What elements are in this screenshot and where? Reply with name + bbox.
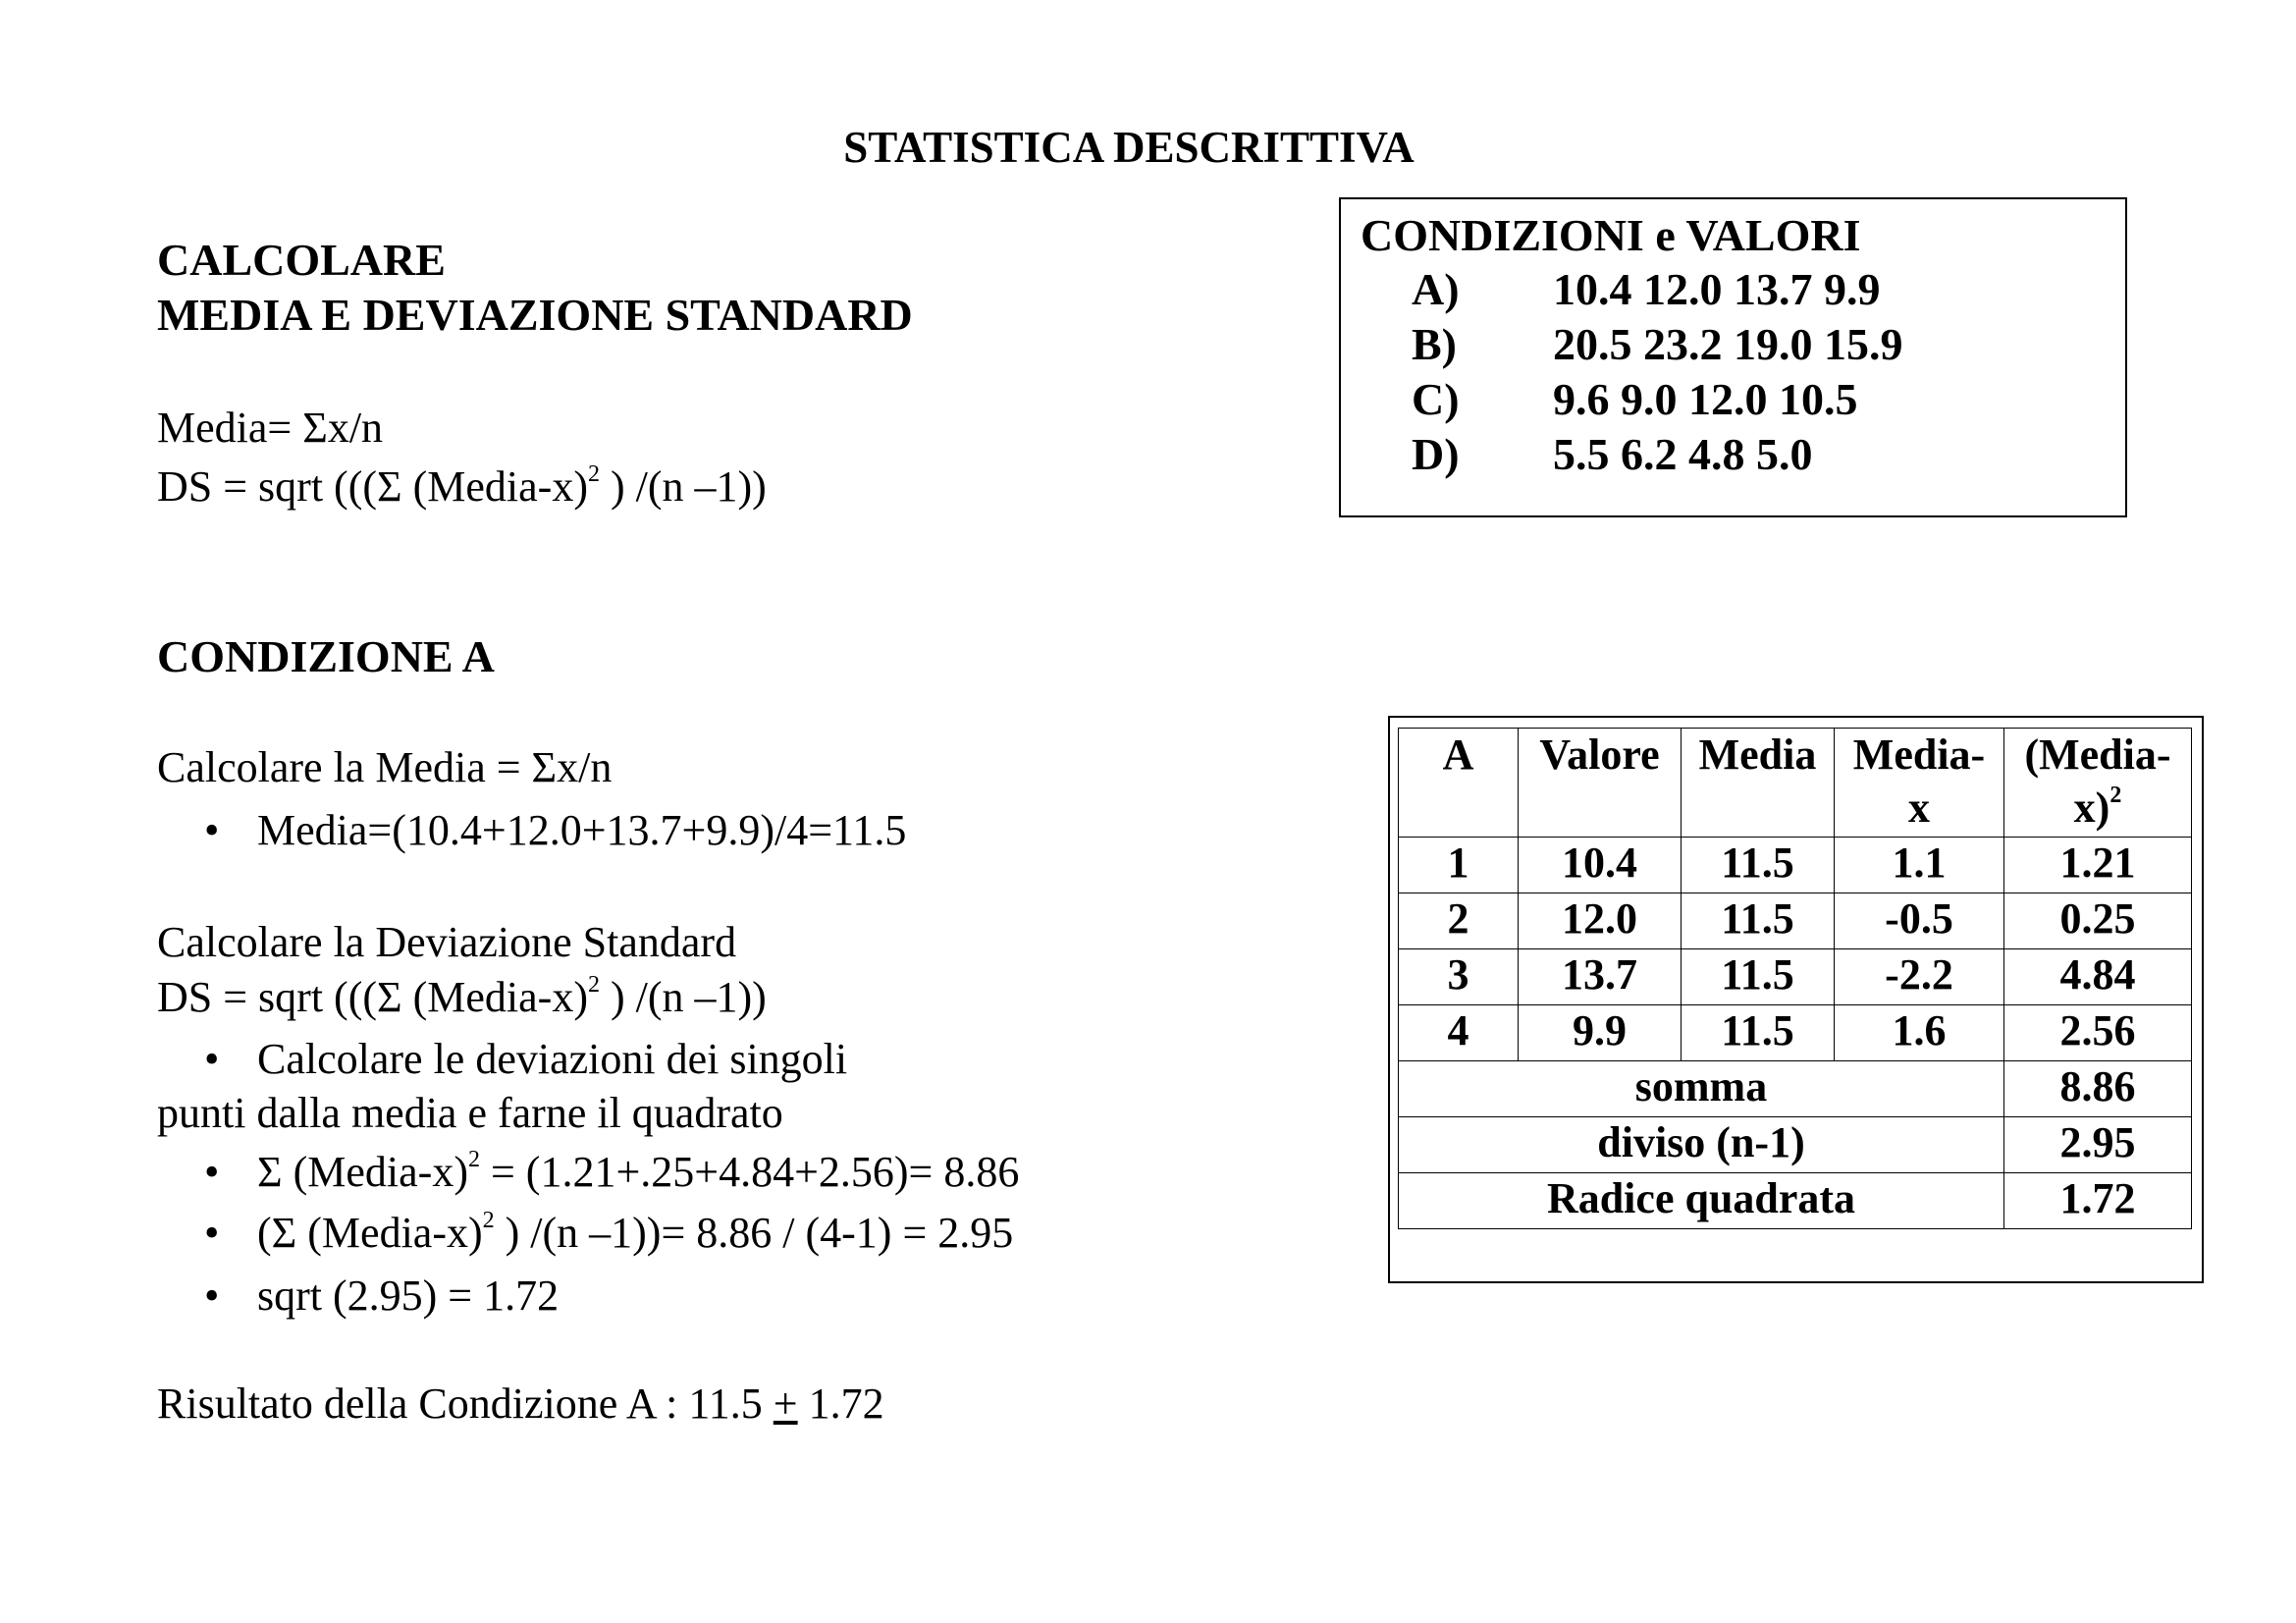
ds-formula-sup: 2 <box>588 461 600 487</box>
result-post: 1.72 <box>797 1380 884 1428</box>
bullet-icon: • <box>204 806 220 854</box>
summary-label: somma <box>1399 1061 2004 1117</box>
sqrt-bullet-text: sqrt (2.95) = 1.72 <box>257 1271 560 1320</box>
variance-pre: (Σ (Media-x) <box>257 1209 483 1257</box>
condition-key: C) <box>1412 374 1460 424</box>
media-label: Calcolare la Media = Σx/n <box>157 743 613 791</box>
header-sq-sup: 2 <box>2109 783 2122 808</box>
cell-valore: 13.7 <box>1519 949 1682 1005</box>
media-bullet-text: Media=(10.4+12.0+13.7+9.9)/4=11.5 <box>257 806 907 854</box>
ds-formula-2-pre: DS = sqrt (((Σ (Media-x) <box>157 973 588 1021</box>
condition-values: 10.4 12.0 13.7 9.9 <box>1553 264 1881 314</box>
intro-heading-line2: MEDIA E DEVIAZIONE STANDARD <box>157 290 913 340</box>
sum-squares-post: = (1.21+.25+4.84+2.56)= 8.86 <box>479 1148 1020 1196</box>
cell-valore: 9.9 <box>1519 1005 1682 1061</box>
ds-formula-pre: DS = sqrt (((Σ (Media-x) <box>157 462 588 511</box>
cell-index: 2 <box>1399 893 1519 949</box>
cell-media: 11.5 <box>1682 949 1835 1005</box>
condition-values: 5.5 6.2 4.8 5.0 <box>1553 429 1813 479</box>
cell-media-x: 1.6 <box>1835 1005 2004 1061</box>
conditions-title: CONDIZIONI e VALORI <box>1361 210 1861 260</box>
ds-formula-post: ) /(n –1)) <box>600 462 767 511</box>
media-bullet <box>204 805 906 855</box>
cell-index: 4 <box>1399 1005 1519 1061</box>
cell-valore: 12.0 <box>1519 893 1682 949</box>
cell-index: 3 <box>1399 949 1519 1005</box>
summary-label: diviso (n-1) <box>1399 1117 2004 1173</box>
condition-values: 9.6 9.0 12.0 10.5 <box>1553 374 1858 424</box>
plus-minus-sign: + <box>773 1380 798 1428</box>
ds-formula-2-sup: 2 <box>588 972 600 998</box>
table-row <box>1399 949 2192 1005</box>
sqrt-bullet <box>204 1271 559 1321</box>
deviation-bullet-continuation: punti dalla media e farne il quadrato <box>157 1089 783 1137</box>
header-media-x-line2: x <box>1908 784 1930 832</box>
ds-formula-2 <box>157 972 767 1022</box>
cell-valore: 10.4 <box>1519 838 1682 893</box>
variance-bullet <box>204 1208 1013 1258</box>
condition-values: 20.5 23.2 19.0 15.9 <box>1553 319 1903 369</box>
ds-formula <box>157 461 767 512</box>
header-media-x <box>1835 729 2004 838</box>
table-header-row <box>1399 729 2192 838</box>
cell-index: 1 <box>1399 838 1519 893</box>
ds-formula-2-post: ) /(n –1)) <box>600 973 767 1021</box>
condition-key: D) <box>1412 429 1460 479</box>
variance-sup: 2 <box>482 1208 495 1233</box>
header-media: Media <box>1682 729 1835 838</box>
sum-squares-bullet <box>204 1147 1019 1197</box>
results-table <box>1398 728 2192 1229</box>
media-formula: Media= Σx/n <box>157 404 384 452</box>
header-sq-line2: x) <box>2073 784 2110 832</box>
bullet-icon: • <box>204 1035 220 1083</box>
header-media-x-line1: Media- <box>1852 730 1986 779</box>
sum-squares-sup: 2 <box>467 1147 480 1172</box>
bullet-icon: • <box>204 1271 220 1320</box>
summary-row-radice <box>1399 1173 2192 1229</box>
intro-heading-line1: CALCOLARE <box>157 235 446 285</box>
cell-media-x-squared: 2.56 <box>2004 1005 2192 1061</box>
variance-post: ) /(n –1))= 8.86 / (4-1) = 2.95 <box>494 1209 1014 1257</box>
condition-a-heading: CONDIZIONE A <box>157 631 495 681</box>
page-title: STATISTICA DESCRITTIVA <box>843 123 1415 172</box>
header-media-x-squared <box>2004 729 2192 838</box>
condition-key: A) <box>1412 264 1460 314</box>
result-pre: Risultato della Condizione A : 11.5 <box>157 1380 774 1428</box>
table-row <box>1399 838 2192 893</box>
cell-media: 11.5 <box>1682 1005 1835 1061</box>
table-row <box>1399 893 2192 949</box>
summary-row-somma <box>1399 1061 2192 1117</box>
result-line <box>157 1379 884 1429</box>
bullet-icon: • <box>204 1209 220 1257</box>
table-row <box>1399 1005 2192 1061</box>
cell-media-x-squared: 1.21 <box>2004 838 2192 893</box>
condition-key: B) <box>1412 319 1457 369</box>
deviation-bullet <box>204 1034 847 1084</box>
cell-media-x-squared: 4.84 <box>2004 949 2192 1005</box>
cell-media-x: -2.2 <box>1835 949 2004 1005</box>
bullet-icon: • <box>204 1148 220 1196</box>
cell-media-x: -0.5 <box>1835 893 2004 949</box>
summary-row-diviso <box>1399 1117 2192 1173</box>
summary-value: 2.95 <box>2004 1117 2192 1173</box>
sum-squares-pre: Σ (Media-x) <box>257 1148 468 1196</box>
summary-value: 1.72 <box>2004 1173 2192 1229</box>
cell-media: 11.5 <box>1682 893 1835 949</box>
header-a: A <box>1399 729 1519 838</box>
summary-value: 8.86 <box>2004 1061 2192 1117</box>
header-sq-line1: (Media- <box>2024 730 2171 779</box>
cell-media-x-squared: 0.25 <box>2004 893 2192 949</box>
summary-label: Radice quadrata <box>1399 1173 2004 1229</box>
cell-media-x: 1.1 <box>1835 838 2004 893</box>
ds-label: Calcolare la Deviazione Standard <box>157 918 737 966</box>
cell-media: 11.5 <box>1682 838 1835 893</box>
header-valore: Valore <box>1519 729 1682 838</box>
deviation-bullet-text: Calcolare le deviazioni dei singoli <box>257 1035 848 1083</box>
